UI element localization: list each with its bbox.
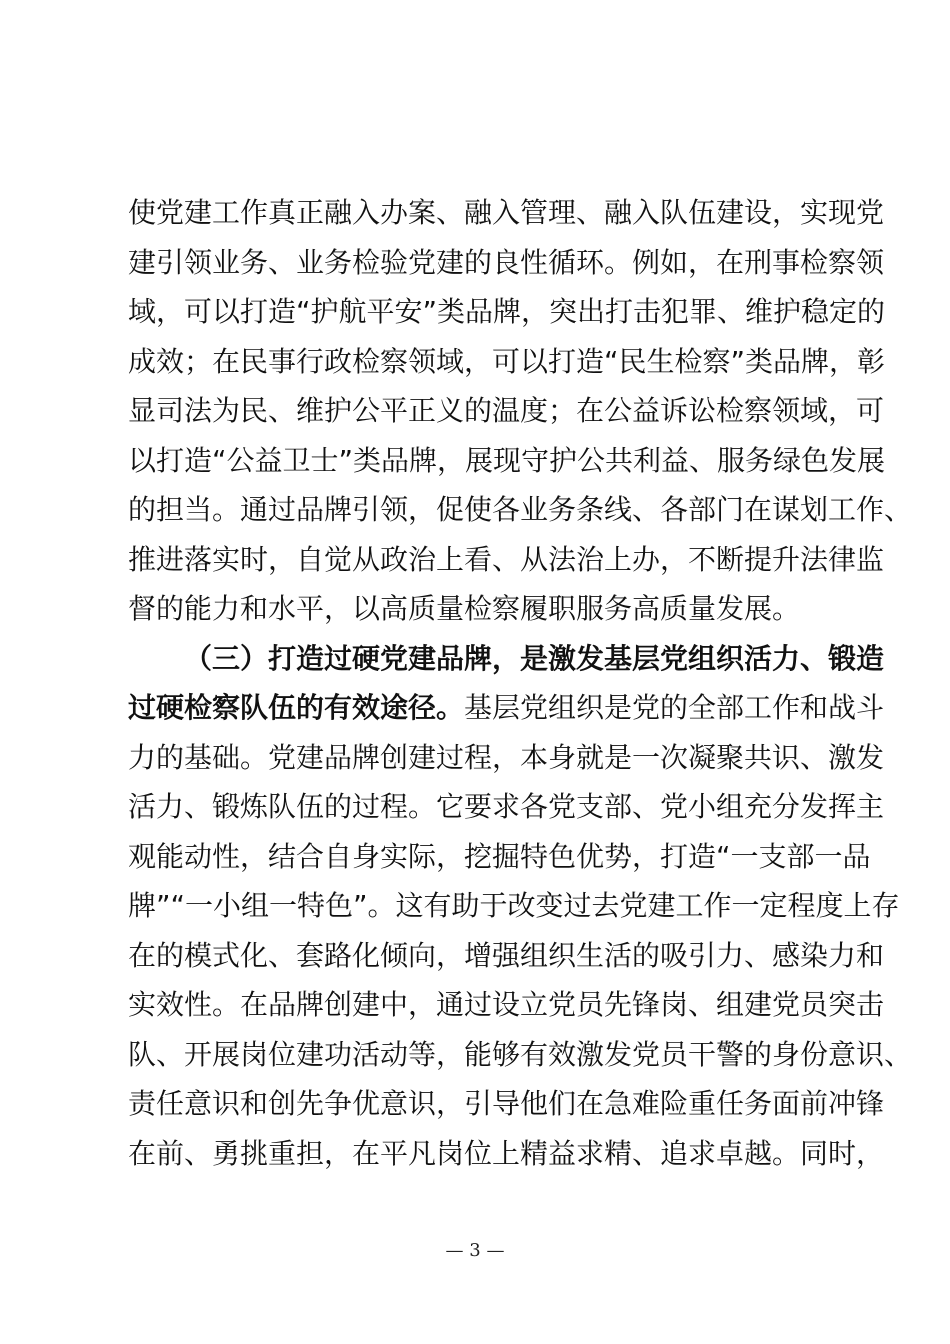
paragraph-line: 活力、锻炼队伍的过程。它要求各党支部、党小组充分发挥主 [128, 790, 885, 823]
paragraph-line: 使党建工作真正融入办案、融入管理、融入队伍建设，实现党 [128, 196, 885, 229]
section-first-sentence: 基层党组织是党的全部工作和战斗 [464, 691, 885, 724]
paragraph-line: 推进落实时，自觉从政治上看、从法治上办，不断提升法律监 [128, 542, 885, 576]
paragraph-line: 观能动性，结合自身实际，挖掘特色优势，打造“一支部一品 [128, 839, 871, 873]
paragraph-line: 队、开展岗位建功活动等，能够有效激发党员干警的身份意识、 [128, 1037, 913, 1071]
paragraph-line: 责任意识和创先争优意识，引导他们在急难险重任务面前冲锋 [128, 1087, 885, 1120]
paragraph-line: 显司法为民、维护公平正义的温度；在公益诉讼检察领域，可 [128, 394, 885, 427]
section-heading-continued: 过硬检察队伍的有效途径。 [128, 691, 465, 724]
paragraph-line: 实效性。在品牌创建中，通过设立党员先锋岗、组建党员突击 [128, 988, 885, 1021]
paragraph-line: 力的基础。党建品牌创建过程，本身就是一次凝聚共识、激发 [128, 740, 885, 774]
section-heading: （三）打造过硬党建品牌，是激发基层党组织活力、锻造 [184, 641, 885, 675]
paragraph-line: 督的能力和水平，以高质量检察履职服务高质量发展。 [128, 592, 801, 625]
paragraph-line: 以打造“公益卫士”类品牌，展现守护公共利益、服务绿色发展 [128, 443, 886, 477]
paragraph-line: 在前、勇挑重担，在平凡岗位上精益求精、追求卓越。同时， [128, 1136, 885, 1170]
section-heading-line [128, 688, 885, 738]
paragraph-line: 在的模式化、套路化倾向，增强组织生活的吸引力、感染力和 [128, 938, 885, 972]
paragraph-line: 的担当。通过品牌引领，促使各业务条线、各部门在谋划工作、 [128, 493, 913, 526]
paragraph-line: 域，可以打造“护航平安”类品牌，突出打击犯罪、维护稳定的 [128, 295, 886, 328]
paragraph-line: 成效；在民事行政检察领域，可以打造“民生检察”类品牌，彰 [128, 344, 886, 378]
page-number: — 3 — [445, 1240, 505, 1261]
body-text [128, 193, 913, 1183]
paragraph-line: 牌”“一小组一特色”。这有助于改变过去党建工作一定程度上存 [128, 889, 900, 922]
paragraph-line: 建引领业务、业务检验党建的良性循环。例如，在刑事检察领 [128, 245, 885, 279]
